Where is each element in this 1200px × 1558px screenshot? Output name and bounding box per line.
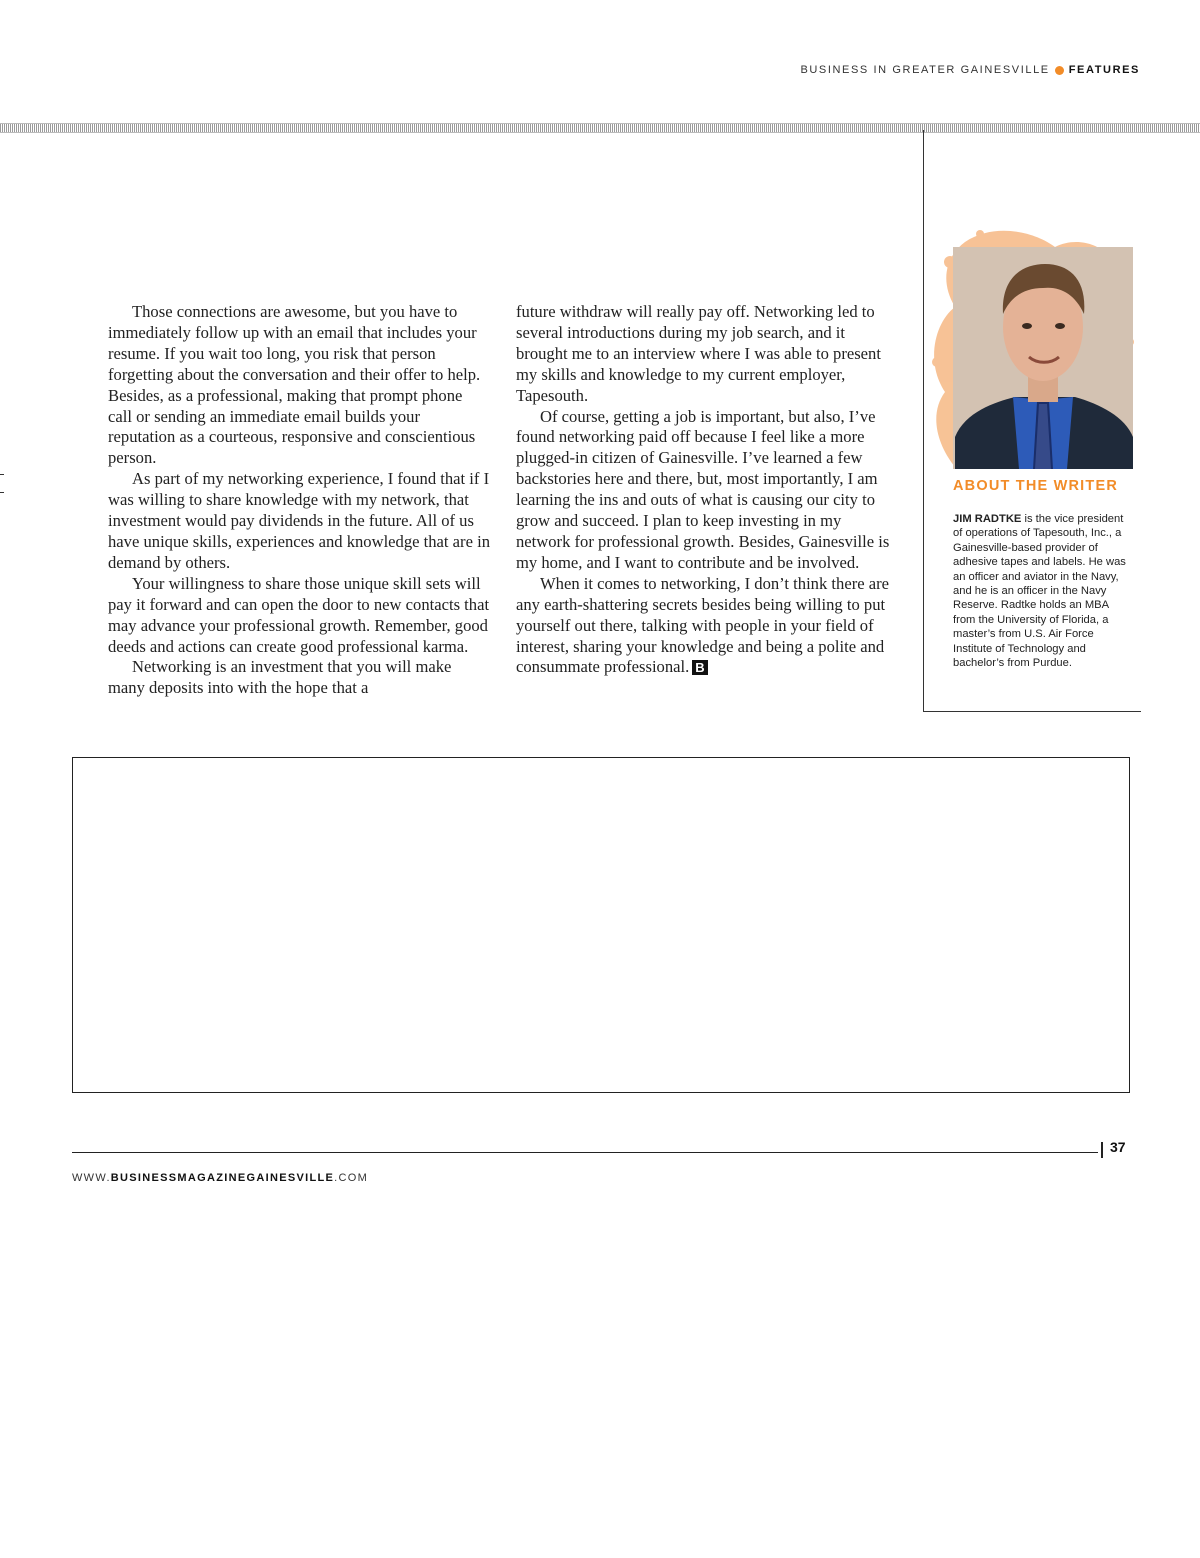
paragraph: As part of my networking experience, I found that if I was willing to share knowledge with my network, that investment would pay dividends in the future. All of us have unique skills, experiences and knowledge that are in demand by others. [108,469,490,572]
writer-bio [953,512,1133,670]
header-dot-icon [1055,66,1064,75]
paragraph: Networking is an investment that you will make many deposits into with the hope that a [108,657,452,698]
footer-url-domain: BUSINESSMAGAZINEGAINESVILLE [110,1172,335,1184]
paragraph: Your willingness to share those unique skill sets will pay it forward and can open the door to new contacts that may advance your professional growth. Remember, good deeds and actions can create good professional karma. [108,573,490,656]
paragraph: When it comes to networking, I don’t think there are any earth-shattering secrets besides being willing to put yourself out there, talking with people in your field of interest, sharing your knowledge and being a polite and consummate professional. [516,573,889,677]
advertisement[interactable] [72,757,1130,1093]
footer-url [72,1172,368,1184]
paragraph: Those connections are awesome, but you have to immediately follow up with an email that includes your resume. If you wait too long, you risk that person forgetting about the conversation and their offer to help. Besides, as a professional, making that prompt phone call or sending an immediate email builds your reputation as a courteous, responsive and conscientious person. [108,302,481,468]
footer-tick [1101,1142,1103,1158]
header-hatch-rule [0,123,1200,133]
end-mark-icon: B [692,660,707,675]
sidebar-rule [923,711,1141,712]
paragraph-last [516,574,898,679]
margin-mark [0,492,4,493]
publication-name: BUSINESS IN GREATER GAINESVILLE [800,64,1050,76]
footer-url-prefix: WWW. [72,1172,111,1184]
paragraph: Of course, getting a job is important, but also, I’ve found networking paid off because I feel like a more plugged-in citizen of Gainesville. I’ve learned a few backstories here and there, but, most importantly, I am learning the ins and outs of what is causing our city to grow and succeed. I plan to keep investing in my network for professional growth. Besides, Gainesville is my home, and I want to contribute and be involved. [516,406,890,572]
article-column-1 [108,302,490,699]
writer-bio-text: is the vice president of operations of Tapesouth, Inc., a Gainesville-based provider of adhesive tapes and labels. He was an officer and aviator in the Navy, and he is an officer in the Navy Reserve. Radtke holds an MBA from the University of Florida, a master’s from U.S. Air Force Institute of Technology and bachelor’s from Purdue. [953,513,1126,670]
ad-artwork [73,758,1129,1092]
sidebar-heading: ABOUT THE WRITER [953,478,1118,494]
page-number: 37 [1110,1139,1126,1155]
sidebar-rule [923,130,924,712]
running-header [800,64,1140,76]
footer-url-suffix: .COM [334,1172,369,1184]
ad-locations-panel [73,1232,1127,1390]
writer-portrait [925,222,1140,472]
paragraph: future withdraw will really pay off. Networking led to several introductions during my job search, and it brought me to an interview where I was able to present my skills and knowledge to my current employer, Tapesouth. [516,302,881,405]
footer-rule [72,1152,1098,1153]
writer-name: JIM RADTKE [953,513,1022,525]
article-column-2 [516,302,898,678]
section-name: FEATURES [1068,64,1140,76]
margin-mark [0,474,4,475]
